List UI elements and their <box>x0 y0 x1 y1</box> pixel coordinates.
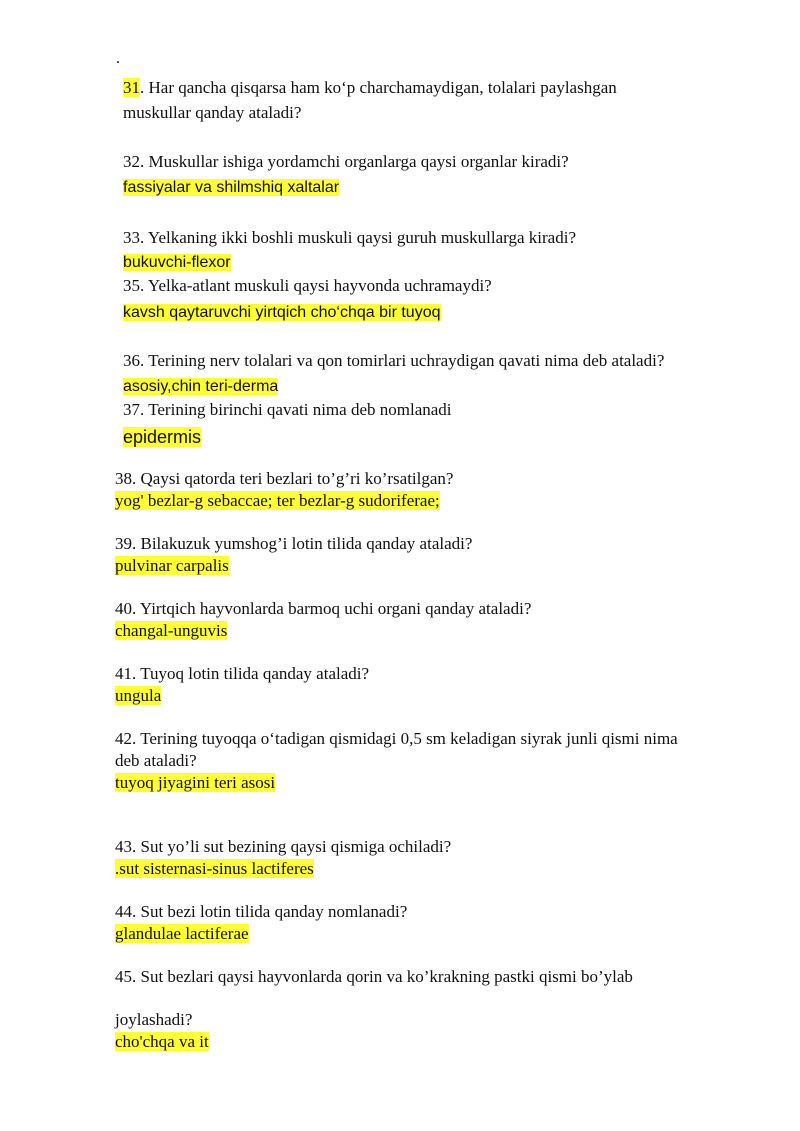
question-43: 43. Sut yo’li sut bezining qaysi qismiga ochiladi? <box>115 837 452 856</box>
question-32: 32. Muskullar ishiga yordamchi organlarga qaysi organlar kiradi? <box>123 152 569 171</box>
answer-44: glandulae lactiferae <box>115 924 249 943</box>
question-37: 37. Terining birinchi qavati nima deb nomlanadi <box>123 400 452 419</box>
stray-dot: . <box>116 50 120 67</box>
question-31-line-2: muskullar qanday ataladi? <box>123 103 302 122</box>
question-42-line-2: deb ataladi? <box>115 751 197 770</box>
answer-35: kavsh qaytaruvchi yirtqich cho‘chqa bir tuyoq <box>123 304 441 321</box>
question-42-line-1: 42. Terining tuyoqqa o‘tadigan qismidagi 0,5 sm keladigan siyrak junli qismi nima <box>115 729 678 748</box>
question-40: 40. Yirtqich hayvonlarda barmoq uchi organi qanday ataladi? <box>115 599 532 618</box>
question-33: 33. Yelkaning ikki boshli muskuli qaysi guruh muskullarga kiradi? <box>123 228 576 247</box>
answer-41: ungula <box>115 686 162 705</box>
answer-39: pulvinar carpalis <box>115 556 229 575</box>
answer-40: changal-unguvis <box>115 621 228 640</box>
answer-43: .sut sisternasi-sinus lactiferes <box>115 859 314 878</box>
question-39: 39. Bilakuzuk yumshog’i lotin tilida qanday ataladi? <box>115 534 473 553</box>
question-38: 38. Qaysi qatorda teri bezlari to’g’ri ko’rsatilgan? <box>115 469 454 488</box>
question-45-line-1: 45. Sut bezlari qaysi hayvonlarda qorin va ko’krakning pastki qismi bo’ylab <box>115 967 633 986</box>
question-31-line-1: 31. Har qancha qisqarsa ham ko‘p charchamaydigan, tolalari paylashgan <box>123 78 617 97</box>
question-36: 36. Terining nerv tolalari va qon tomirlari uchraydigan qavati nima deb ataladi? <box>123 351 665 370</box>
answer-42: tuyoq jiyagini teri asosi <box>115 773 276 792</box>
answer-33: bukuvchi-flexor <box>123 254 231 271</box>
question-number-highlight: 31 <box>123 78 140 97</box>
answer-38: yog' bezlar-g sebaccae; ter bezlar-g sudoriferae; <box>115 491 440 510</box>
question-35: 35. Yelka-atlant muskuli qaysi hayvonda uchramaydi? <box>123 276 492 295</box>
answer-37: epidermis <box>123 427 202 447</box>
question-41: 41. Tuyoq lotin tilida qanday ataladi? <box>115 664 370 683</box>
question-44: 44. Sut bezi lotin tilida qanday nomlanadi? <box>115 902 408 921</box>
answer-45: cho'chqa va it <box>115 1032 209 1051</box>
answer-32: fassiyalar va shilmshiq xaltalar <box>123 179 340 196</box>
answer-36: asosiy,chin teri-derma <box>123 378 279 395</box>
question-45-line-2: joylashadi? <box>115 1010 193 1029</box>
